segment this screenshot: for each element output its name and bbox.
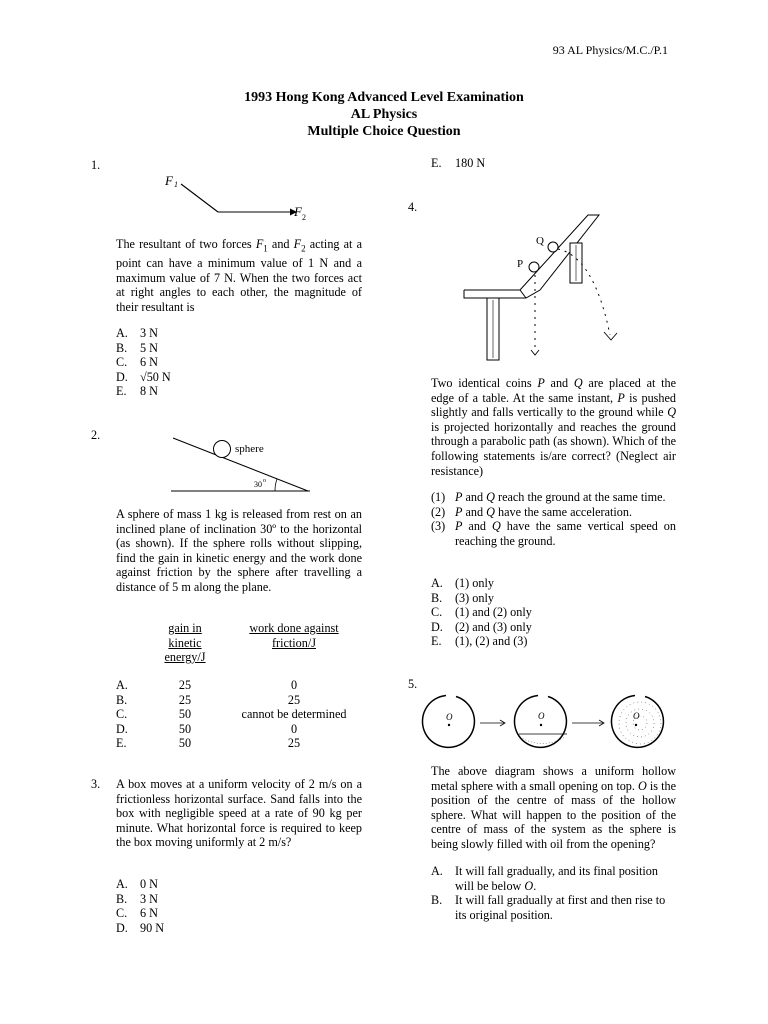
question-5-text: The above diagram shows a uniform hollow metal sphere with a small opening on top. O is the position of the centre of mass of the hollow sphere. What will happen to the position of the centre of mass of the system as the sphere is being slowly filled with oil from the opening? — [431, 764, 676, 851]
table-cell: E. — [116, 736, 127, 751]
table-cell: A. — [116, 678, 128, 692]
question-2-text: A sphere of mass 1 kg is released from rest on an inclined plane of inclination 30º to the horizontal (as shown). If the sphere rolls without slipping, find the gain in kinetic energy and the work done against friction by the sphere after travelling a distance of 5 m along the plane. — [116, 507, 362, 594]
q-arrow-icon — [604, 332, 617, 340]
question-1-text: The resultant of two forces $F_1$ and $F_2$ acting at a point can have a minimum value of 1 N and a maximum value of 7 N. When the two forces act at right angles to each other, the magnitude of their resultant is — [116, 237, 362, 314]
question-5-options — [431, 864, 676, 922]
title-line-3: Multiple Choice Question — [307, 124, 461, 139]
answer-option: B. It will fall gradually at first and then rise to its original position. — [431, 893, 666, 922]
table-cell: 50 — [178, 736, 192, 751]
f1-label: F — [165, 173, 173, 188]
table-cell: 25 — [287, 736, 301, 751]
sphere-full-icon — [611, 696, 663, 748]
sphere-label: sphere — [235, 443, 264, 455]
title-line-1: 1993 Hong Kong Advanced Level Examination — [244, 90, 524, 105]
question-4-number: 4. — [408, 200, 418, 214]
incline-diagram — [165, 432, 325, 494]
answer-option: E. 8 N — [116, 384, 158, 399]
answer-option: D. (2) and (3) only — [431, 619, 532, 634]
svg-text:O: O — [538, 711, 545, 721]
sphere-partly-filled-icon — [514, 696, 566, 748]
coin-q-label: Q — [536, 235, 544, 247]
table-cell: D. — [116, 721, 128, 736]
page-title — [0, 89, 768, 140]
answer-option: E. (1), (2) and (3) — [431, 634, 528, 649]
table-cell: 50 — [178, 721, 192, 736]
page-header: 93 AL Physics/M.C./P.1 — [552, 43, 668, 57]
table-cell: 0 — [290, 678, 298, 692]
svg-text:O: O — [446, 712, 453, 722]
sphere-icon — [214, 441, 231, 458]
table-cell: 25 — [178, 692, 192, 707]
table-cell: B. — [116, 692, 128, 707]
answer-option: A. 3 N — [116, 326, 158, 340]
table-cell: 25 — [178, 678, 192, 692]
force-diagram — [150, 168, 320, 230]
f2-label: F — [294, 204, 302, 219]
angle-label: 30 — [254, 480, 262, 489]
hollow-sphere-diagram — [420, 692, 670, 756]
force-f1-line — [181, 184, 218, 212]
angle-arc — [275, 479, 277, 491]
answer-option: C. 6 N — [116, 355, 158, 370]
question-1-options — [116, 326, 171, 399]
answer-option: B. 5 N — [116, 340, 158, 355]
statement: (1) P and Q reach the ground at the same time. — [431, 490, 666, 504]
answer-option: B. 3 N — [116, 891, 158, 906]
question-4-text: Two identical coins P and Q are placed at the edge of a table. At the same instant, P is pushed slightly and falls vertically to the ground while Q is projected horizontally and reaches the ground through a parabolic path (as shown). Which of the following statements is/are correct? (Neglect air resistance) — [431, 376, 677, 478]
f2-subscript: 2 — [302, 213, 306, 222]
table-cell: cannot be determined — [241, 707, 347, 722]
table-cell: 50 — [178, 707, 192, 722]
col-ke-header: gain in kinetic energy/J — [164, 621, 206, 665]
answer-option: A. 0 N — [116, 877, 158, 891]
question-3-options — [116, 877, 164, 935]
coin-p-label: P — [517, 258, 524, 270]
table-coins-diagram — [460, 205, 640, 365]
coin-q-icon — [548, 242, 558, 252]
question-4-statements — [431, 490, 676, 548]
coin-p-icon — [529, 262, 539, 272]
statement: (3) P and Q have the same vertical speed on reaching the ground. — [431, 519, 676, 548]
question-3-number: 3. — [91, 777, 101, 791]
answer-option: A. It will fall gradually, and its final position will be below O. — [431, 864, 658, 893]
question-2-table — [116, 621, 366, 761]
question-2-number: 2. — [91, 428, 101, 442]
f1-subscript: 1 — [174, 180, 178, 189]
p-arrow-icon — [531, 350, 539, 355]
col-friction-header: work done against friction/J — [249, 621, 339, 650]
answer-option: C. (1) and (2) only — [431, 605, 532, 620]
answer-option: D. 90 N — [116, 920, 165, 935]
question-1-number: 1. — [91, 158, 101, 172]
table-cell: C. — [116, 707, 128, 722]
question-3-options-continued — [431, 156, 485, 171]
question-5-number: 5. — [408, 677, 418, 691]
answer-option: D. √50 N — [116, 369, 171, 384]
statement: (2) P and Q have the same acceleration. — [431, 504, 633, 519]
answer-option: A. (1) only — [431, 576, 494, 590]
angle-degree: o — [263, 478, 266, 484]
question-4-options — [431, 576, 532, 649]
question-3-text: A box moves at a uniform velocity of 2 m/s on a frictionless horizontal surface. Sand falls into the box with negligible speed at a rate of 90 kg per minute. What horizontal force is required to keep the box moving uniformly at 2 m/s? — [116, 777, 362, 850]
answer-option: C. 6 N — [116, 906, 158, 921]
svg-text:O: O — [633, 711, 640, 721]
title-line-2: AL Physics — [350, 107, 418, 122]
coin-q-path — [558, 249, 610, 335]
table-cell: 0 — [290, 721, 298, 736]
answer-option: E. 180 N — [431, 156, 486, 170]
answer-option: B. (3) only — [431, 590, 494, 605]
table-cell: 25 — [287, 692, 301, 707]
